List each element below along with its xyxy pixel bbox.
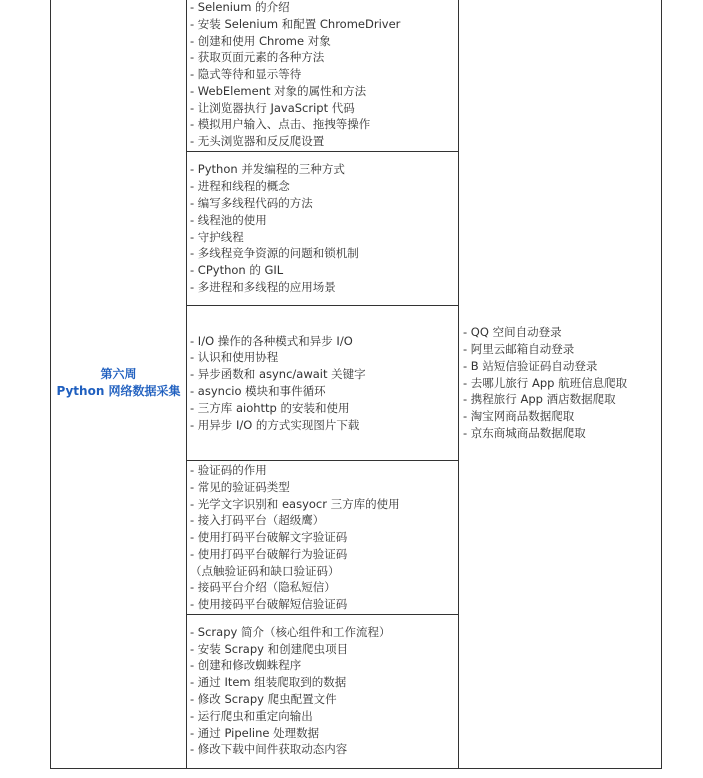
- topic-item: - 线程池的使用: [190, 212, 267, 227]
- topic-item: - 多线程竞争资源的问题和锁机制: [190, 246, 359, 261]
- topic-item: - 安装 Selenium 和配置 ChromeDriver: [190, 16, 401, 31]
- project-item: - QQ 空间自动登录: [463, 325, 562, 340]
- topic-item: - 守护线程: [190, 229, 244, 244]
- topic-item: - 模拟用户输入、点击、拖拽等操作: [190, 117, 371, 132]
- topic-item: - 使用打码平台破解行为验证码: [190, 546, 348, 561]
- topic-item: - 创建和修改蜘蛛程序: [190, 658, 302, 673]
- topic-item: - 通过 Item 组装爬取到的数据: [190, 675, 347, 690]
- topic-item: - 接码平台介绍（隐私短信）: [190, 580, 336, 595]
- topic-item: - 用异步 I/O 的方式实现图片下载: [190, 417, 360, 432]
- project-item: - 京东商城商品数据爬取: [463, 425, 586, 440]
- topic-item: - 光学文字识别和 easyocr 三方库的使用: [190, 496, 400, 511]
- topic-item: - 通过 Pipeline 处理数据: [190, 725, 320, 740]
- topic-cell-captcha: [187, 461, 458, 615]
- topic-item: - Selenium 的介绍: [190, 0, 290, 14]
- topic-item: - 让浏览器执行 JavaScript 代码: [190, 100, 355, 115]
- topic-item: - I/O 操作的各种模式和异步 I/O: [190, 333, 353, 348]
- topic-item: - 接入打码平台（超级鹰）: [190, 513, 325, 528]
- topic-cell-scrapy: [187, 615, 458, 767]
- topic-item: - 修改 Scrapy 爬虫配置文件: [190, 692, 337, 706]
- topic-item: - 隐式等待和显示等待: [190, 67, 302, 82]
- project-item: - 阿里云邮箱自动登录: [463, 342, 575, 356]
- topic-item: - 获取页面元素的各种方法: [190, 50, 325, 65]
- week-cell: [51, 0, 186, 768]
- topic-item: - 多进程和多线程的应用场景: [190, 279, 336, 294]
- topic-item: - 创建和使用 Chrome 对象: [190, 33, 331, 48]
- project-item: - 携程旅行 App 酒店数据爬取: [463, 392, 616, 407]
- topic-item: - 使用打码平台破解文字验证码: [190, 530, 348, 545]
- topic-item: - WebElement 对象的属性和方法: [190, 83, 367, 98]
- topic-item: - 进程和线程的概念: [190, 179, 290, 194]
- topic-item: - Scrapy 简介（核心组件和工作流程）: [190, 624, 391, 639]
- topic-item: - 运行爬虫和重定向输出: [190, 708, 313, 723]
- topic-item: - 安装 Scrapy 和创建爬虫项目: [190, 641, 349, 656]
- topic-item: - 修改下载中间件获取动态内容: [190, 742, 348, 757]
- topic-cell-async-io: [187, 306, 458, 461]
- topic-cell-selenium: [187, 0, 458, 152]
- topic-item: - 验证码的作用: [190, 462, 267, 477]
- project-item: - 去哪儿旅行 App 航班信息爬取: [463, 375, 628, 390]
- topic-item: - CPython 的 GIL: [190, 263, 284, 278]
- topic-item: - 三方库 aiohttp 的安装和使用: [190, 400, 350, 415]
- project-item: - 淘宝网商品数据爬取: [463, 409, 575, 424]
- projects-cell: [459, 0, 661, 768]
- topic-item: （点触验证码和缺口验证码）: [190, 563, 340, 578]
- topic-item: - 无头浏览器和反反爬设置: [190, 134, 325, 149]
- topic-item: - 认识和使用协程: [190, 350, 279, 365]
- topic-item: - 常见的验证码类型: [190, 479, 290, 494]
- week-title: Python 网络数据采集: [56, 384, 181, 398]
- week-label: 第六周: [100, 367, 137, 381]
- topic-item: - 编写多线程代码的方法: [190, 195, 313, 210]
- topic-cell-concurrency: [187, 152, 458, 306]
- topic-item: - asyncio 模块和事件循环: [190, 384, 326, 398]
- project-item: - B 站短信验证码自动登录: [463, 358, 598, 373]
- curriculum-table: [50, 0, 662, 769]
- topic-item: - 使用接码平台破解短信验证码: [190, 597, 348, 612]
- topic-item: - Python 并发编程的三种方式: [190, 162, 345, 177]
- topic-item: - 异步函数和 async/await 关键字: [190, 367, 366, 382]
